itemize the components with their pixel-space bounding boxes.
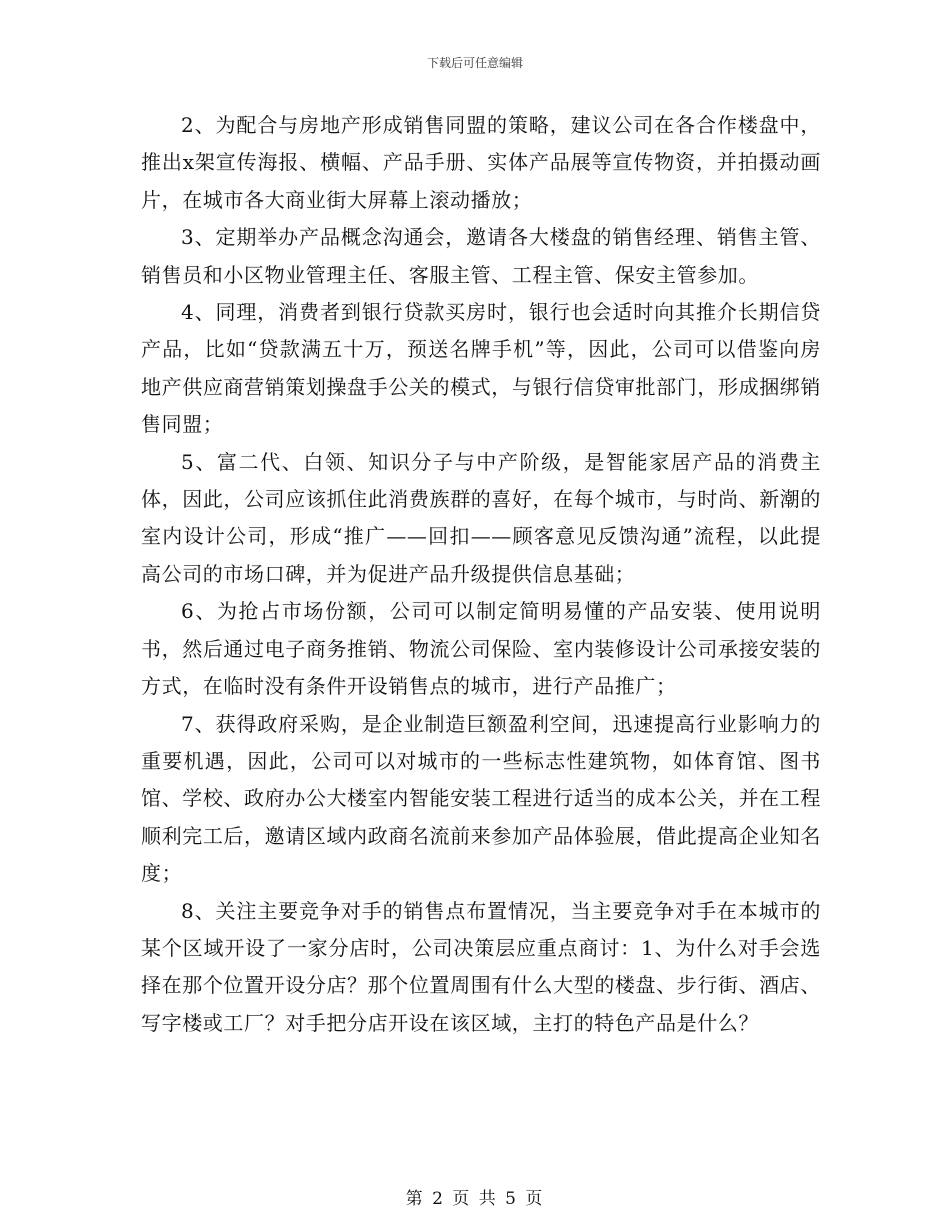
page-header: 下载后可任意编辑 <box>426 56 523 70</box>
paragraph-2: 2、为配合与房地产形成销售同盟的策略，建议公司在各合作楼盘中，推出x架宣传海报、横幅、产品手册、实体产品展等宣传物资，并拍摄动画片，在城市各大商业街大屏幕上滚动播放； <box>141 113 821 212</box>
paragraph-5: 5、富二代、白领、知识分子与中产阶级，是智能家居产品的消费主体，因此，公司应该抓住此消费族群的喜好，在每个城市，与时尚、新潮的室内设计公司，形成“推广——回扣——顾客意见反馈沟通”流程，以此提高公司的市场口碑，并为促进产品升级提供信息基础； <box>141 449 821 586</box>
paragraph-3: 3、定期举办产品概念沟通会，邀请各大楼盘的销售经理、销售主管、销售员和小区物业管理主任、客服主管、工程主管、保安主管参加。 <box>141 225 821 287</box>
paragraph-4: 4、同理，消费者到银行贷款买房时，银行也会适时向其推介长期信贷产品，比如“贷款满五十万，预送名牌手机”等，因此，公司可以借鉴向房地产供应商营销策划操盘手公关的模式，与银行信贷审批部门，形成捆绑销售同盟； <box>141 300 821 437</box>
paragraph-6: 6、为抢占市场份额，公司可以制定简明易懂的产品安装、使用说明书，然后通过电子商务推销、物流公司保险、室内装修设计公司承接安装的方式，在临时没有条件开设销售点的城市，进行产品推广； <box>141 599 821 699</box>
document-body <box>141 107 821 1042</box>
paragraph-8: 8、关注主要竞争对手的销售点布置情况，当主要竞争对手在本城市的某个区域开设了一家分店时，公司决策层应重点商讨：1、为什么对手会选择在那个位置开设分店？那个位置周围有什么大型的楼盘、步行街、酒店、写字楼或工厂？对手把分店开设在该区域，主打的特色产品是什么？ <box>141 898 821 1035</box>
page-number-footer: 第 2 页 共 5 页 <box>405 1189 545 1209</box>
paragraph-7: 7、获得政府采购，是企业制造巨额盈利空间，迅速提高行业影响力的重要机遇，因此，公司可以对城市的一些标志性建筑物，如体育馆、图书馆、学校、政府办公大楼室内智能安装工程进行适当的成本公关，并在工程顺利完工后，邀请区域内政商名流前来参加产品体验展，借此提高企业知名度； <box>141 711 821 886</box>
